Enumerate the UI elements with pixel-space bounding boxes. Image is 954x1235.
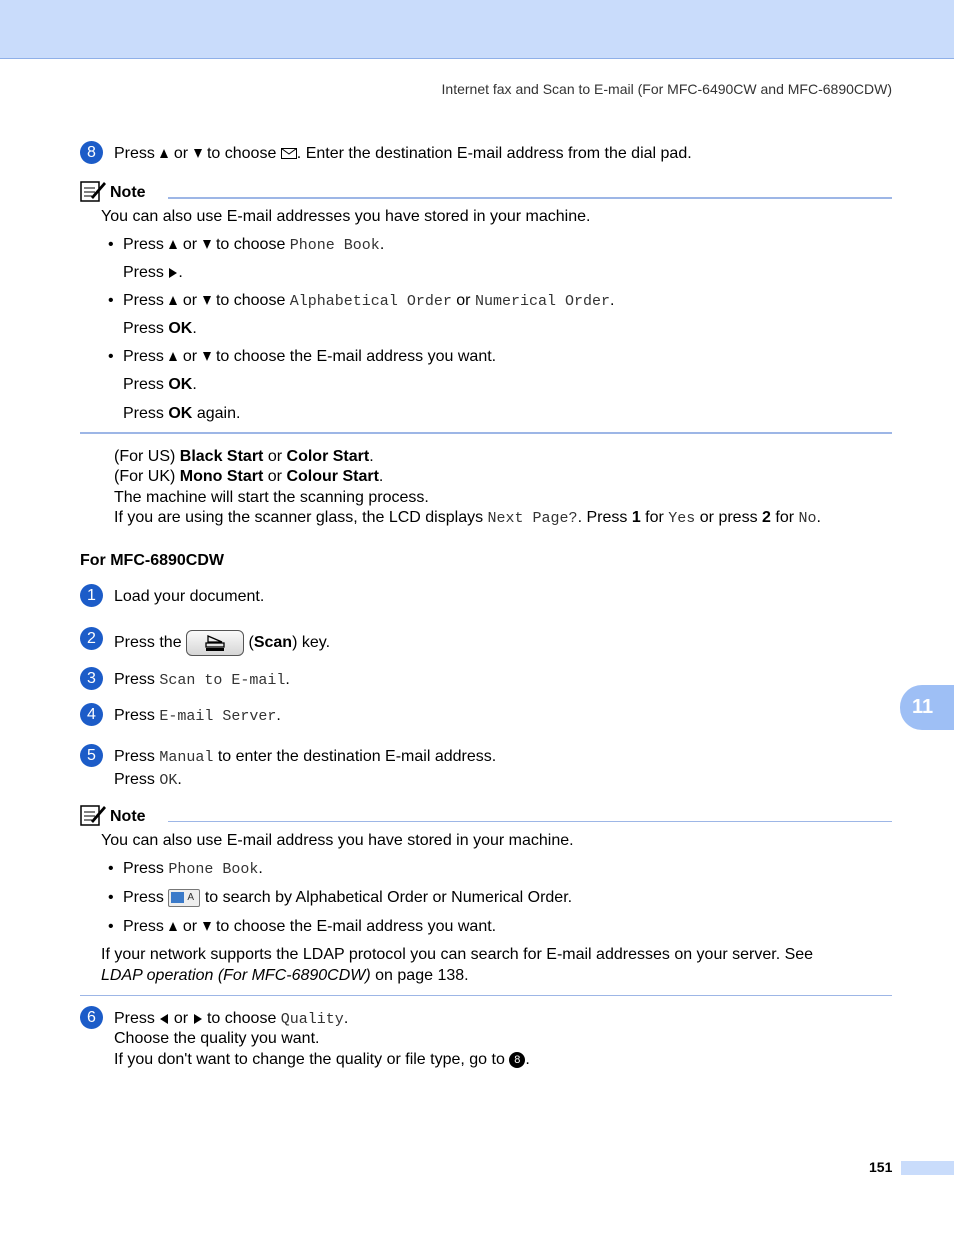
bullet-dot: • bbox=[108, 348, 114, 365]
step-6-line-2: Choose the quality you want. bbox=[114, 1030, 320, 1047]
bullet-dot: • bbox=[108, 292, 114, 309]
step-8-ref-icon[interactable]: 8 bbox=[509, 1052, 525, 1068]
ldap-line-1: If your network supports the LDAP protocol you can search for E-mail addresses on your server. See bbox=[101, 946, 814, 963]
press-word: Press bbox=[123, 918, 164, 935]
choose-address-text: to choose the E-mail address you want. bbox=[215, 918, 497, 935]
lcd-alphabetical-order: Alphabetical Order bbox=[289, 293, 452, 310]
again-word: again. bbox=[196, 405, 241, 422]
note-1-top-rule bbox=[168, 197, 892, 199]
press-word: Press bbox=[114, 771, 155, 788]
step-8-rest: . Enter the destination E-mail address from the dial pad. bbox=[296, 145, 692, 162]
chapter-tab[interactable]: 11 bbox=[900, 685, 954, 730]
press-word: Press bbox=[123, 236, 164, 253]
scan-process-line: The machine will start the scanning process. bbox=[114, 489, 429, 506]
key-1: 1 bbox=[631, 509, 641, 526]
lcd-manual: Manual bbox=[159, 749, 214, 766]
note-1-bullet-2 bbox=[123, 291, 614, 312]
down-arrow-icon bbox=[203, 296, 211, 305]
ldap-line-2 bbox=[101, 966, 469, 986]
period: . bbox=[276, 707, 281, 724]
lcd-phone-book: Phone Book bbox=[168, 861, 259, 878]
ldap-page-ref: on page 138. bbox=[375, 967, 469, 984]
down-arrow-icon bbox=[203, 352, 211, 361]
press-the-words: Press the bbox=[114, 634, 182, 652]
sort-icon-letter: A bbox=[187, 891, 195, 903]
step-5-text bbox=[114, 747, 496, 768]
press-word: Press bbox=[123, 405, 164, 422]
note-2-intro: You can also use E-mail address you have stored in your machine. bbox=[101, 832, 574, 849]
us-start-line bbox=[114, 447, 374, 467]
or-word: or bbox=[182, 918, 198, 935]
press-word: Press bbox=[123, 376, 164, 393]
up-arrow-icon bbox=[169, 240, 177, 249]
press-word: Press bbox=[114, 1010, 155, 1027]
choose-words: to choose bbox=[206, 1010, 277, 1027]
lcd-email-server: E-mail Server bbox=[159, 708, 277, 725]
period: . bbox=[285, 671, 290, 688]
press-word: Press bbox=[123, 860, 164, 877]
step-8-or: or bbox=[173, 145, 189, 162]
right-arrow-icon bbox=[194, 1014, 202, 1024]
lcd-no: No bbox=[798, 510, 817, 527]
or-word: or bbox=[267, 448, 283, 465]
step-6-line-3 bbox=[114, 1050, 530, 1070]
choose-words: to choose bbox=[215, 292, 286, 309]
up-arrow-icon bbox=[169, 352, 177, 361]
lcd-quality: Quality bbox=[280, 1011, 344, 1028]
note-2-bullet-2 bbox=[123, 888, 572, 908]
step-2-text bbox=[114, 630, 330, 656]
step-4-circle: 4 bbox=[80, 703, 103, 726]
period: . bbox=[379, 236, 385, 253]
envelope-icon bbox=[281, 148, 297, 159]
key-word: ) key. bbox=[292, 634, 331, 652]
section-title: For MFC-6890CDW bbox=[80, 552, 225, 569]
down-arrow-icon bbox=[203, 240, 211, 249]
step-3-text bbox=[114, 670, 290, 691]
open-paren: ( bbox=[248, 634, 254, 652]
press-word: Press bbox=[114, 748, 155, 765]
go-to-text: If you don't want to change the quality or file type, go to bbox=[114, 1051, 505, 1068]
note-1-bullet-2-sub bbox=[123, 319, 197, 339]
page-number-bar bbox=[901, 1161, 954, 1175]
up-arrow-icon bbox=[169, 922, 177, 931]
note-2-top-rule bbox=[168, 821, 892, 822]
sort-order-icon bbox=[168, 889, 200, 907]
step-4-text bbox=[114, 706, 281, 727]
step-2-circle: 2 bbox=[80, 627, 103, 650]
color-start-key: Color Start bbox=[286, 448, 370, 465]
scanner-glass-line bbox=[114, 508, 821, 529]
scan-key-button bbox=[186, 630, 244, 656]
scanner-icon bbox=[205, 634, 225, 652]
step-8-circle: 8 bbox=[80, 141, 103, 164]
running-header: Internet fax and Scan to E-mail (For MFC-6490CW and MFC-6890CDW) bbox=[441, 81, 892, 97]
note-1-bullet-1 bbox=[123, 235, 384, 256]
ok-key-label: OK bbox=[168, 376, 193, 393]
press-word: . Press bbox=[577, 509, 628, 526]
period: . bbox=[343, 1010, 349, 1027]
right-arrow-icon bbox=[169, 268, 177, 278]
for-us-prefix: (For US) bbox=[114, 448, 176, 465]
period: . bbox=[192, 320, 197, 337]
page-number: 151 bbox=[869, 1159, 893, 1175]
lcd-numerical-order: Numerical Order bbox=[474, 293, 610, 310]
or-word: or bbox=[182, 292, 198, 309]
step-6-circle: 6 bbox=[80, 1006, 103, 1029]
or-word: or bbox=[456, 292, 471, 309]
note-2-label: Note bbox=[110, 808, 146, 825]
down-arrow-icon bbox=[194, 149, 202, 158]
step-8-press: Press bbox=[114, 145, 155, 162]
step-8-choose: to choose bbox=[206, 145, 277, 162]
up-arrow-icon bbox=[160, 149, 168, 158]
note-1-bullet-3-sub2 bbox=[123, 404, 240, 424]
period: . bbox=[178, 264, 183, 281]
note-1-bullet-3 bbox=[123, 347, 496, 367]
or-press-words: or press bbox=[699, 509, 758, 526]
period: . bbox=[816, 509, 821, 526]
period: . bbox=[525, 1051, 530, 1068]
press-word: Press bbox=[114, 671, 155, 688]
note-2-bottom-rule bbox=[80, 995, 892, 996]
press-word: Press bbox=[114, 707, 155, 724]
period: . bbox=[192, 376, 197, 393]
note-1-bullet-3-sub bbox=[123, 375, 197, 395]
top-header-band bbox=[0, 0, 954, 59]
lcd-ok: OK bbox=[159, 772, 178, 789]
period: . bbox=[610, 292, 615, 309]
ok-key-label: OK bbox=[168, 405, 193, 422]
bullet-dot: • bbox=[108, 889, 114, 906]
note-1-label: Note bbox=[110, 184, 146, 201]
or-word: or bbox=[267, 468, 283, 485]
press-word: Press bbox=[123, 348, 164, 365]
press-word: Press bbox=[123, 320, 164, 337]
note-2-bullet-1 bbox=[123, 859, 263, 880]
step-5-circle: 5 bbox=[80, 744, 103, 767]
period: . bbox=[177, 771, 182, 788]
or-word: or bbox=[182, 236, 198, 253]
colour-start-key: Colour Start bbox=[286, 468, 379, 485]
note-pencil-icon bbox=[80, 179, 106, 203]
down-arrow-icon bbox=[203, 922, 211, 931]
step-3-circle: 3 bbox=[80, 667, 103, 690]
uk-start-line bbox=[114, 467, 383, 487]
bullet-dot: • bbox=[108, 918, 114, 935]
step-1-circle: 1 bbox=[80, 584, 103, 607]
step-8-text bbox=[114, 144, 692, 164]
mono-start-key: Mono Start bbox=[179, 468, 264, 485]
note-1-intro: You can also use E-mail addresses you have stored in your machine. bbox=[101, 208, 591, 225]
scan-key-label: Scan bbox=[253, 634, 293, 652]
press-word: Press bbox=[123, 889, 164, 906]
choose-words: to choose bbox=[215, 236, 286, 253]
up-arrow-icon bbox=[169, 296, 177, 305]
ldap-cross-reference[interactable]: LDAP operation (For MFC-6890CDW) bbox=[101, 967, 371, 984]
period: . bbox=[378, 468, 384, 485]
step-1-text: Load your document. bbox=[114, 588, 265, 605]
for-uk-prefix: (For UK) bbox=[114, 468, 176, 485]
black-start-key: Black Start bbox=[179, 448, 264, 465]
lcd-yes: Yes bbox=[668, 510, 696, 527]
lcd-phone-book: Phone Book bbox=[289, 237, 380, 254]
period: . bbox=[369, 448, 374, 465]
step-5-sub bbox=[114, 770, 182, 791]
choose-words: to choose the E-mail address you want. bbox=[215, 348, 497, 365]
step-6-text bbox=[114, 1009, 348, 1030]
period: . bbox=[258, 860, 263, 877]
glass-intro: If you are using the scanner glass, the LCD displays bbox=[114, 509, 484, 526]
key-2: 2 bbox=[762, 509, 771, 526]
or-word: or bbox=[182, 348, 198, 365]
note-1-bullet-1-sub bbox=[123, 263, 183, 283]
for-word: for bbox=[645, 509, 664, 526]
bullet-dot: • bbox=[108, 860, 114, 877]
search-order-text: to search by Alphabetical Order or Numerical Order. bbox=[204, 889, 573, 906]
note-pencil-icon bbox=[80, 803, 106, 827]
for-word: for bbox=[775, 509, 795, 526]
bullet-dot: • bbox=[108, 236, 114, 253]
left-arrow-icon bbox=[160, 1014, 168, 1024]
step-5-rest: to enter the destination E-mail address. bbox=[217, 748, 497, 765]
note-1-bottom-rule bbox=[80, 432, 892, 434]
lcd-next-page: Next Page? bbox=[487, 510, 578, 527]
press-word: Press bbox=[123, 264, 164, 281]
note-2-bullet-3 bbox=[123, 917, 496, 937]
or-word: or bbox=[173, 1010, 189, 1027]
ok-key-label: OK bbox=[168, 320, 193, 337]
lcd-scan-to-email: Scan to E-mail bbox=[159, 672, 286, 689]
press-word: Press bbox=[123, 292, 164, 309]
